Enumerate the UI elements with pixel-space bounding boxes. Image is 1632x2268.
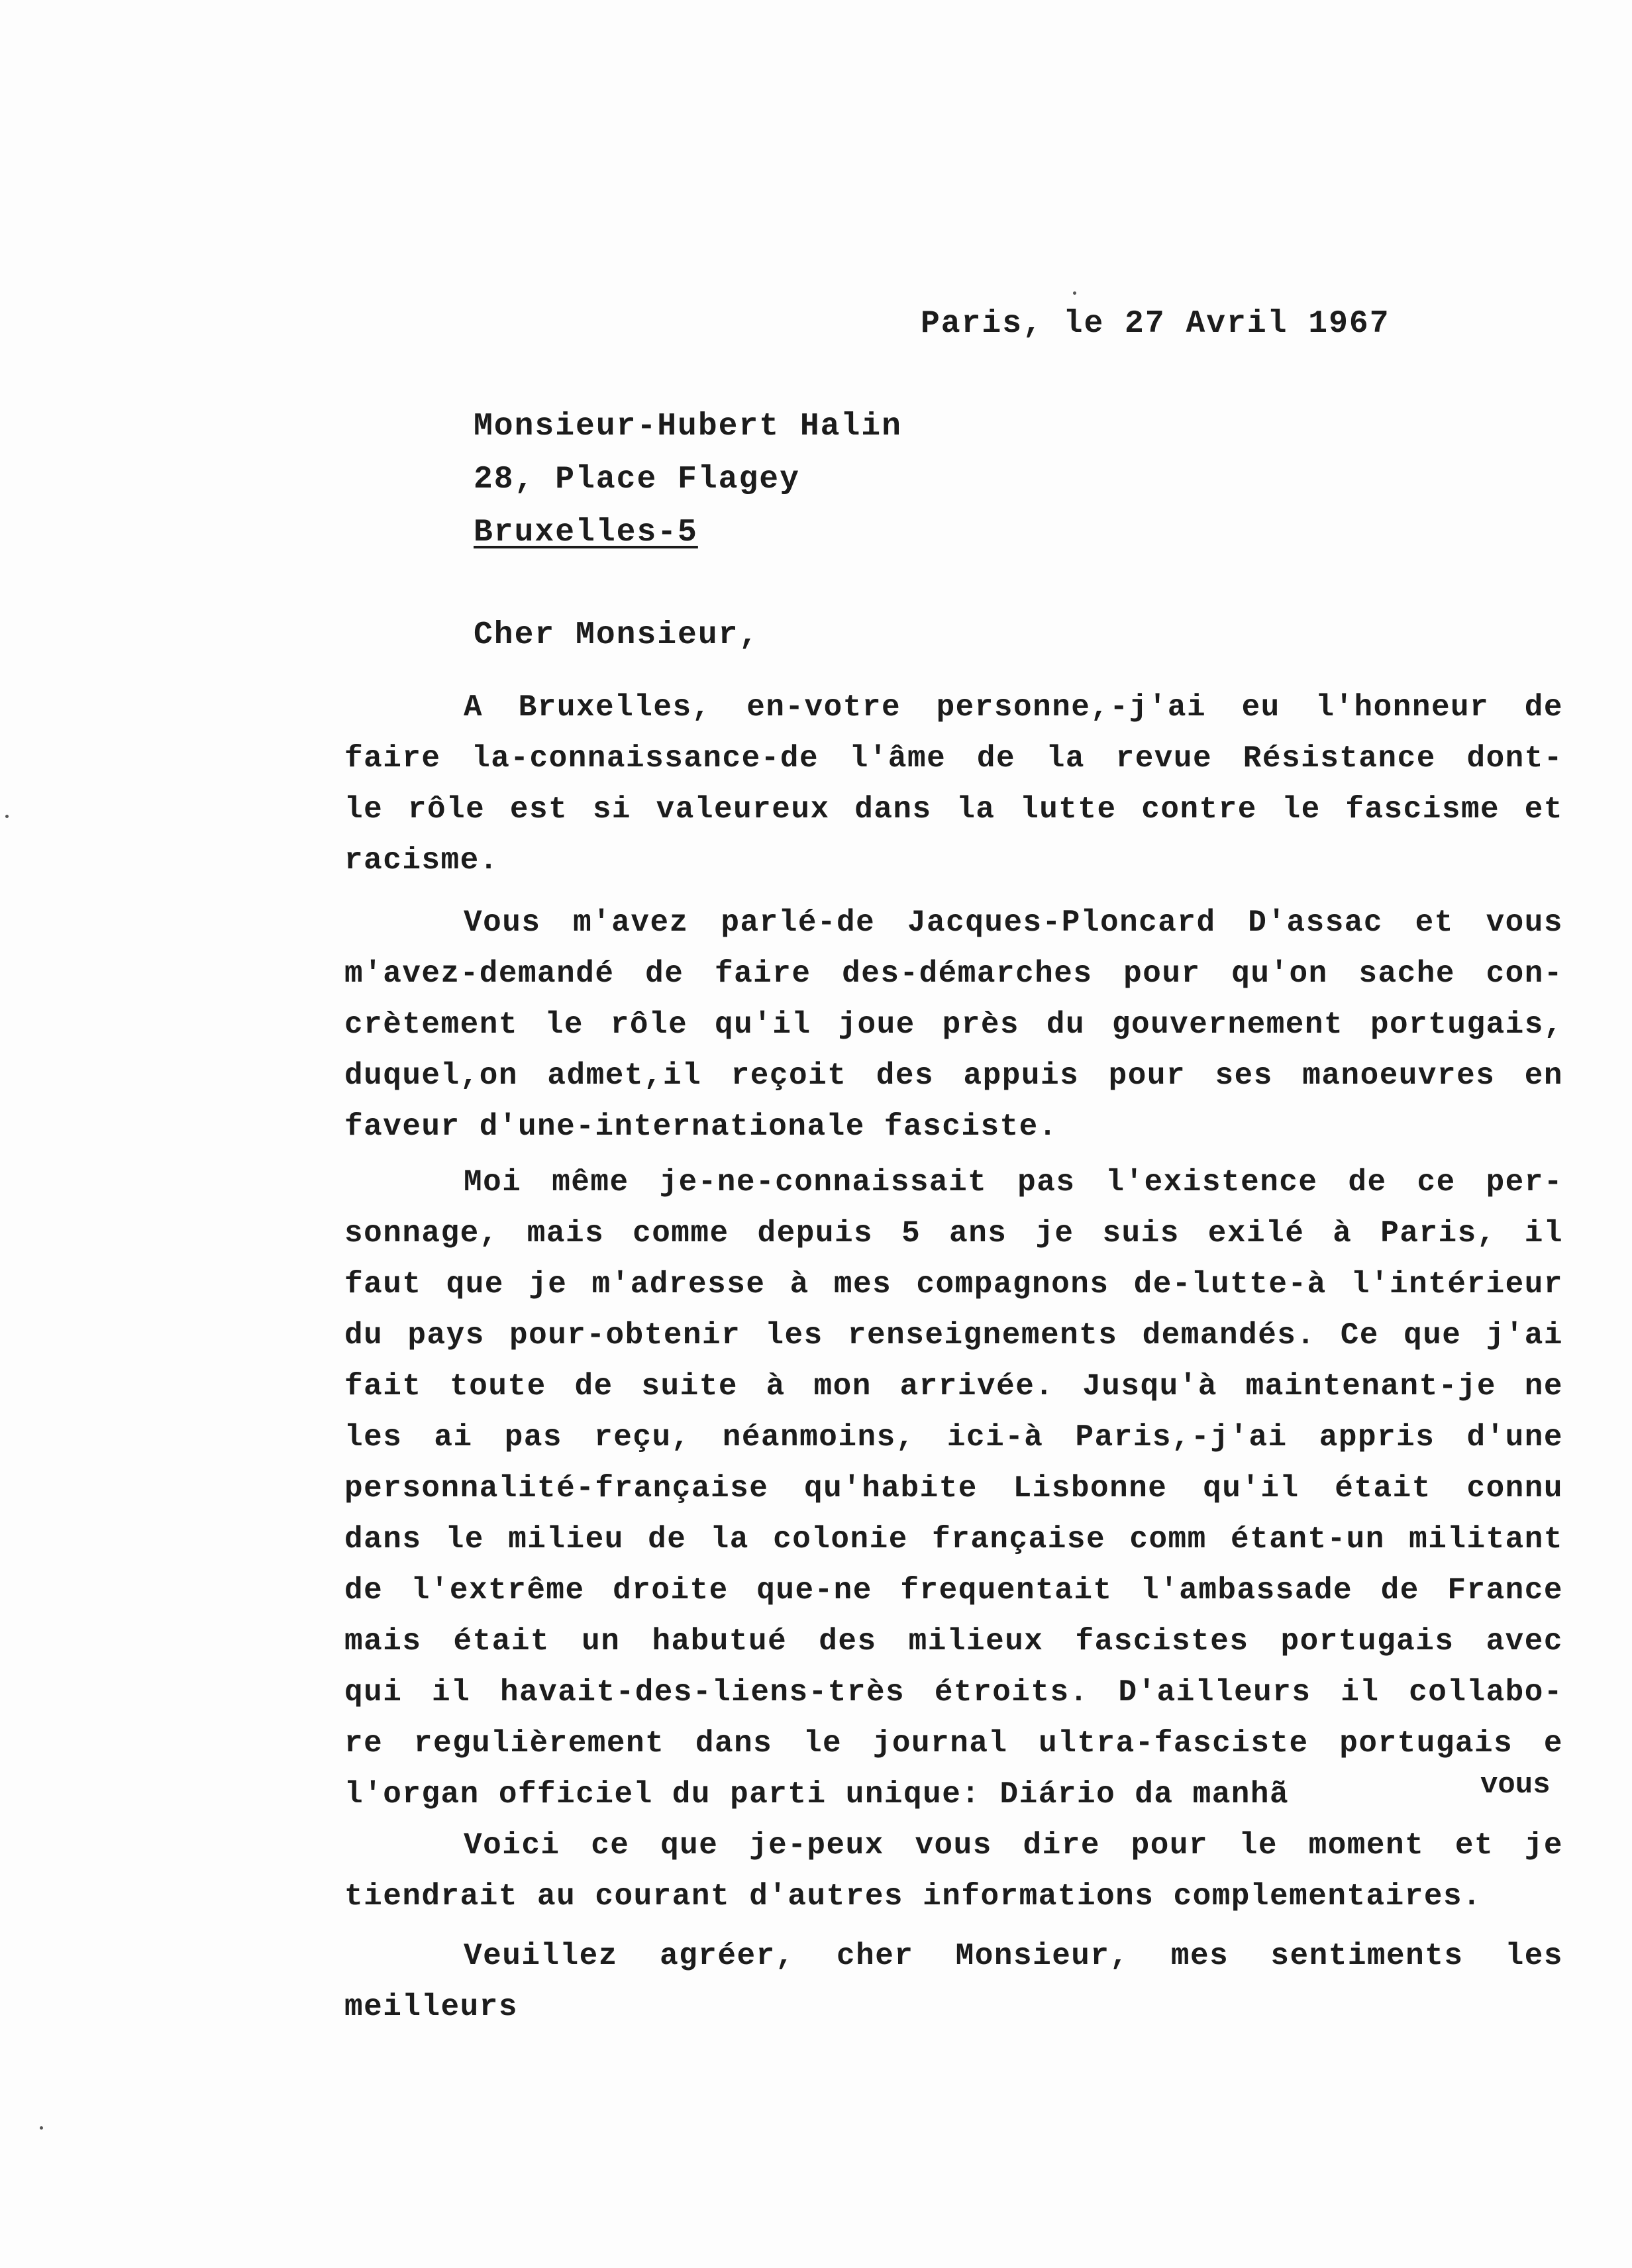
margin-note: vous [1480,1769,1551,1802]
letter-date: Paris, le 27 Avril 1967 [921,306,1390,342]
scan-speck [5,815,9,818]
body-line: Vous m'avez parlé-de Jacques-Ploncard D'assac et vous [464,905,1563,940]
body-line: racisme. [344,843,499,878]
body-line: m'avez-demandé de faire des-démarches pour qu'on sache con- [344,956,1563,991]
body-line: du pays pour-obtenir les renseignements demandés. Ce que j'ai [344,1318,1563,1353]
body-line: faire la-connaissance-de l'âme de la revue Résistance dont- [344,741,1563,776]
body-line: faveur d'une-internationale fasciste. [344,1109,1058,1144]
recipient-street: 28, Place Flagey [474,462,800,497]
body-line: Voici ce que je-peux vous dire pour le moment et je [464,1828,1563,1863]
body-line: meilleurs [344,1990,518,2024]
body-line: Veuillez agréer, cher Monsieur, mes sentiments les [464,1939,1563,1973]
body-line: tiendrait au courant d'autres informations complementaires. [344,1879,1482,1914]
recipient-name: Monsieur-Hubert Halin [474,409,902,444]
body-line: dans le milieu de la colonie française comm étant-un militant [344,1522,1563,1557]
body-line: de l'extrême droite que-ne frequentait l'ambassade de France [344,1573,1563,1608]
body-line: faut que je m'adresse à mes compagnons de-lutte-à l'intérieur [344,1267,1563,1302]
body-line: qui il havait-des-liens-très étroits. D'ailleurs il collabo- [344,1675,1563,1710]
body-line: mais était un habutué des milieux fascistes portugais avec [344,1624,1563,1659]
body-line: duquel,on admet,il reçoit des appuis pour ses manoeuvres en [344,1058,1563,1093]
body-line: fait toute de suite à mon arrivée. Jusqu'à maintenant-je ne [344,1369,1563,1404]
salutation: Cher Monsieur, [474,617,760,653]
body-line: personnalité-française qu'habite Lisbonne qu'il était connu [344,1471,1563,1506]
body-line: sonnage, mais comme depuis 5 ans je suis exilé à Paris, il [344,1216,1563,1251]
recipient-city: Bruxelles-5 [474,515,698,550]
scan-speck [40,2126,43,2130]
scan-speck [1073,291,1076,295]
body-line: le rôle est si valeureux dans la lutte contre le fascisme et [344,792,1563,827]
body-line: Moi même je-ne-connaissait pas l'existence de ce per- [464,1165,1563,1200]
body-line: l'organ officiel du parti unique: Diário da manhã [344,1777,1290,1812]
body-line: A Bruxelles, en-votre personne,-j'ai eu l'honneur de [464,690,1563,725]
body-line: re regulièrement dans le journal ultra-fasciste portugais e [344,1726,1563,1761]
body-line: crètement le rôle qu'il joue près du gouvernement portugais, [344,1007,1563,1042]
body-line: les ai pas reçu, néanmoins, ici-à Paris,-j'ai appris d'une [344,1420,1563,1455]
